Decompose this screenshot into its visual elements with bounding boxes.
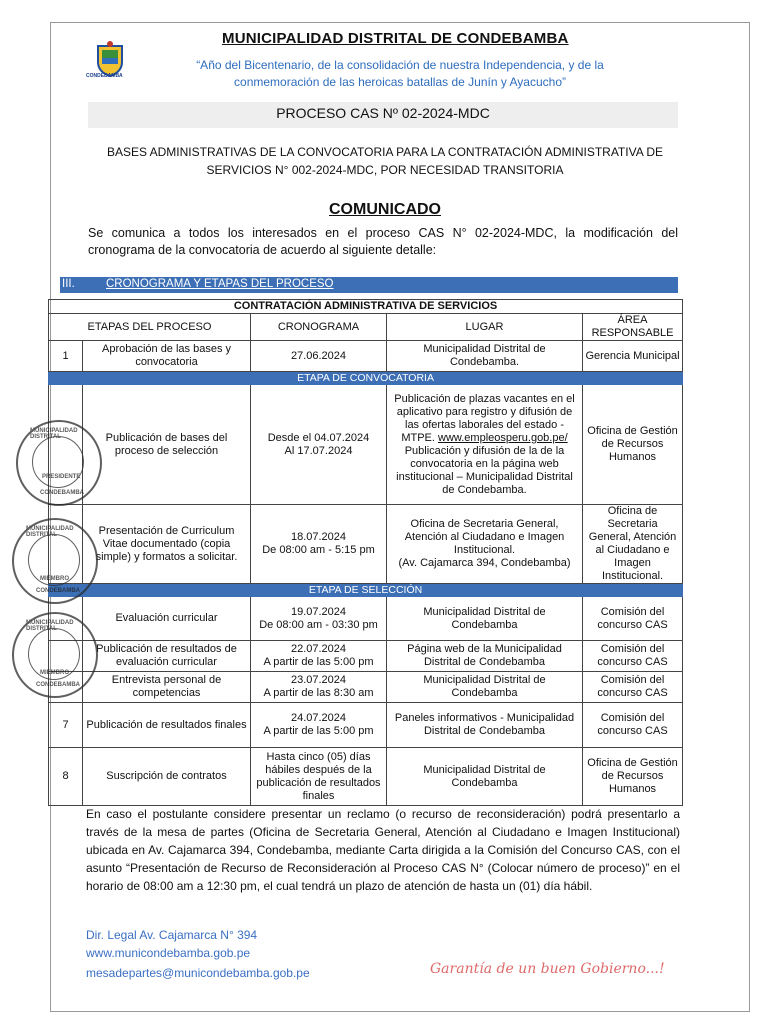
- area-cell: Comisión del concurso CAS: [583, 703, 683, 748]
- table-row: [49, 341, 683, 372]
- reconsideration-paragraph: En caso el postulante considere presentar un reclamo (o recurso de reconsideración) podrá presentarlo a través de la mesa de partes (Oficina de Secretaria General, Atención al Ciudadano e Imagen Institucional) ubicada en Av. Cajamarca 394, Condebamba, mediante Carta dirigida a la Comisión del Concurso CAS, con el asunto “Presentación de Recurso de Reconsideración al Proceso CAS N° (Colocar número de proceso)” en el horario de 08:00 am a 12:30 pm, el cual tendrá un plazo de atención de hasta un (01) día hábil.: [86, 807, 680, 893]
- section-title: CRONOGRAMA Y ETAPAS DEL PROCESO: [106, 278, 334, 290]
- stage-divider-row: [49, 584, 683, 597]
- schedule-line: 23.07.2024: [290, 674, 347, 686]
- section-header-bar: [60, 277, 678, 293]
- schedule-cell: [251, 672, 387, 703]
- process-title: PROCESO CAS Nº 02-2024-MDC: [276, 105, 490, 121]
- schedule-table: [48, 299, 683, 806]
- schedule-cell: [251, 703, 387, 748]
- header-schedule: CRONOGRAMA: [251, 314, 387, 341]
- table-row: [49, 748, 683, 806]
- table-caption-row: [49, 300, 683, 314]
- table-row: [49, 597, 683, 641]
- stamp-base-text: CONDEBAMBA: [36, 588, 80, 594]
- stamp-base-text: CONDEBAMBA: [40, 490, 84, 496]
- place-cell: Municipalidad Distrital de Condebamba.: [387, 341, 583, 372]
- schedule-cell: [251, 641, 387, 672]
- place-text: Publicación y difusión de la de la convocatoria en la página web institucional – Municipalidad Distrital de Condebamba.: [396, 444, 573, 496]
- schedule-cell: [251, 505, 387, 584]
- header-stages: ETAPAS DEL PROCESO: [49, 314, 251, 341]
- stamp-role-text: PRESIDENTE: [42, 474, 81, 480]
- table-header-row: [49, 314, 683, 341]
- row-number: 8: [49, 748, 83, 806]
- year-motto: [160, 57, 640, 91]
- section-number: III.: [62, 278, 75, 290]
- area-cell: Oficina de Secretaria General, Atención al Ciudadano e Imagen Institucional.: [583, 505, 683, 584]
- place-cell: Municipalidad Distrital de Condebamba: [387, 672, 583, 703]
- schedule-line: Al 17.07.2024: [284, 444, 353, 457]
- tagline: Garantía de un buen Gobierno...!: [430, 961, 665, 977]
- place-cell: [387, 385, 583, 505]
- place-cell: [387, 505, 583, 584]
- place-cell: Paneles informativos - Municipalidad Distrital de Condebamba: [387, 703, 583, 748]
- schedule-line: 19.07.2024: [290, 605, 347, 618]
- schedule-line: A partir de las 8:30 am: [263, 687, 374, 699]
- stamp-base-text: CONDEBAMBA: [36, 682, 80, 688]
- area-cell: Oficina de Gestión de Recursos Humanos: [583, 385, 683, 505]
- schedule-line: De 08:00 am - 5:15 pm: [262, 544, 375, 556]
- header-area: ÁREA RESPONSABLE: [583, 314, 683, 341]
- motto-line-2: conmemoración de las heroicas batallas de Junín y Ayacucho”: [234, 75, 566, 89]
- place-cell: Municipalidad Distrital de Condebamba: [387, 748, 583, 806]
- row-number: 7: [49, 703, 83, 748]
- logo-caption: CONDEBAMBA: [86, 73, 123, 79]
- schedule-cell: [251, 597, 387, 641]
- bases-line-1: BASES ADMINISTRATIVAS DE LA CONVOCATORIA PARA LA CONTRATACIÓN ADMINISTRATIVA DE: [106, 145, 664, 159]
- schedule-line: De 08:00 am - 03:30 pm: [259, 618, 378, 631]
- area-cell: Comisión del concurso CAS: [583, 641, 683, 672]
- area-cell: Oficina de Gestión de Recursos Humanos: [583, 748, 683, 806]
- email-link[interactable]: mesadepartes@municondebamba.gob.pe: [86, 966, 310, 980]
- schedule-cell: [251, 385, 387, 505]
- table-row: [49, 505, 683, 584]
- schedule-line: A partir de las 5:00 pm: [263, 725, 374, 737]
- stage-cell: Suscripción de contratos: [83, 748, 251, 806]
- stage-cell: Entrevista personal de competencias: [83, 672, 251, 703]
- stamp-role-text: MIEMBRO: [40, 670, 69, 676]
- stage-cell: Presentación de Curriculum Vitae documentado (copia simple) y formatos a solicitar.: [83, 505, 251, 584]
- empleosperu-link[interactable]: www.empleosperu.gob.pe/: [438, 431, 568, 444]
- table-row: [49, 703, 683, 748]
- table-row: [49, 385, 683, 505]
- schedule-line: A partir de las 5:00 pm: [263, 656, 374, 668]
- place-text: Oficina de Secretaria General, Atención al Ciudadano e Imagen Institucional.: [404, 518, 565, 556]
- legal-address: Dir. Legal Av. Cajamarca N° 394: [86, 928, 258, 942]
- schedule-line: Desde el 04.07.2024: [267, 431, 370, 444]
- stage-cell: Evaluación curricular: [83, 597, 251, 641]
- commission-stamp-member-1: [12, 518, 98, 604]
- intro-paragraph: Se comunica a todos los interesados en el proceso CAS N° 02-2024-MDC, la modificación del cronograma de la convocatoria de acuerdo al siguiente detalle:: [88, 226, 678, 257]
- stage-divider-row: [49, 372, 683, 385]
- bases-heading: [80, 143, 690, 179]
- area-cell: Comisión del concurso CAS: [583, 597, 683, 641]
- place-cell: Página web de la Municipalidad Distrital de Condebamba: [387, 641, 583, 672]
- table-row: [49, 672, 683, 703]
- website-link[interactable]: www.municondebamba.gob.pe: [86, 946, 251, 960]
- table-row: [49, 641, 683, 672]
- stamp-ring-text: MUNICIPALIDAD DISTRITAL: [26, 620, 74, 632]
- schedule-line: 24.07.2024: [290, 712, 347, 724]
- row-number: 1: [49, 341, 83, 372]
- motto-line-1: “Año del Bicentenario, de la consolidación de nuestra Independencia, y de la: [196, 58, 604, 72]
- etapa-convocatoria-label: ETAPA DE CONVOCATORIA: [49, 372, 683, 385]
- etapa-seleccion-label: ETAPA DE SELECCIÓN: [49, 584, 683, 597]
- stamp-role-text: MIEMBRO: [40, 576, 69, 582]
- stage-cell: Publicación de resultados de evaluación curricular: [83, 641, 251, 672]
- municipality-title: MUNICIPALIDAD DISTRITAL DE CONDEBAMBA: [222, 30, 569, 47]
- place-text: Publicación de plazas vacantes en el aplicativo para registro y difusión de las ofertas laborales del estado - MTPE.: [394, 392, 575, 444]
- commission-stamp-president: [16, 420, 102, 506]
- schedule-line: 22.07.2024: [290, 643, 347, 655]
- schedule-cell: Hasta cinco (05) días hábiles después de la publicación de resultados finales: [251, 748, 387, 806]
- bases-line-2: SERVICIOS N° 002-2024-MDC, POR NECESIDAD TRANSITORIA: [206, 163, 564, 177]
- stamp-ring-text: MUNICIPALIDAD DISTRITAL: [30, 428, 78, 440]
- schedule-cell: 27.06.2024: [251, 341, 387, 372]
- stage-cell: Aprobación de las bases y convocatoria: [83, 341, 251, 372]
- area-cell: Comisión del concurso CAS: [583, 672, 683, 703]
- place-cell: Municipalidad Distrital de Condebamba: [387, 597, 583, 641]
- commission-stamp-member-2: [12, 612, 98, 698]
- stamp-ring-text: MUNICIPALIDAD DISTRITAL: [26, 526, 74, 538]
- comunicado-heading: COMUNICADO: [329, 201, 441, 218]
- header-place: LUGAR: [387, 314, 583, 341]
- schedule-line: 18.07.2024: [290, 531, 347, 543]
- place-text: (Av. Cajamarca 394, Condebamba): [398, 557, 571, 569]
- stage-cell: Publicación de bases del proceso de selección: [83, 385, 251, 505]
- area-cell: Gerencia Municipal: [583, 341, 683, 372]
- stage-cell: Publicación de resultados finales: [83, 703, 251, 748]
- table-caption: CONTRATACIÓN ADMINISTRATIVA DE SERVICIOS: [49, 300, 683, 314]
